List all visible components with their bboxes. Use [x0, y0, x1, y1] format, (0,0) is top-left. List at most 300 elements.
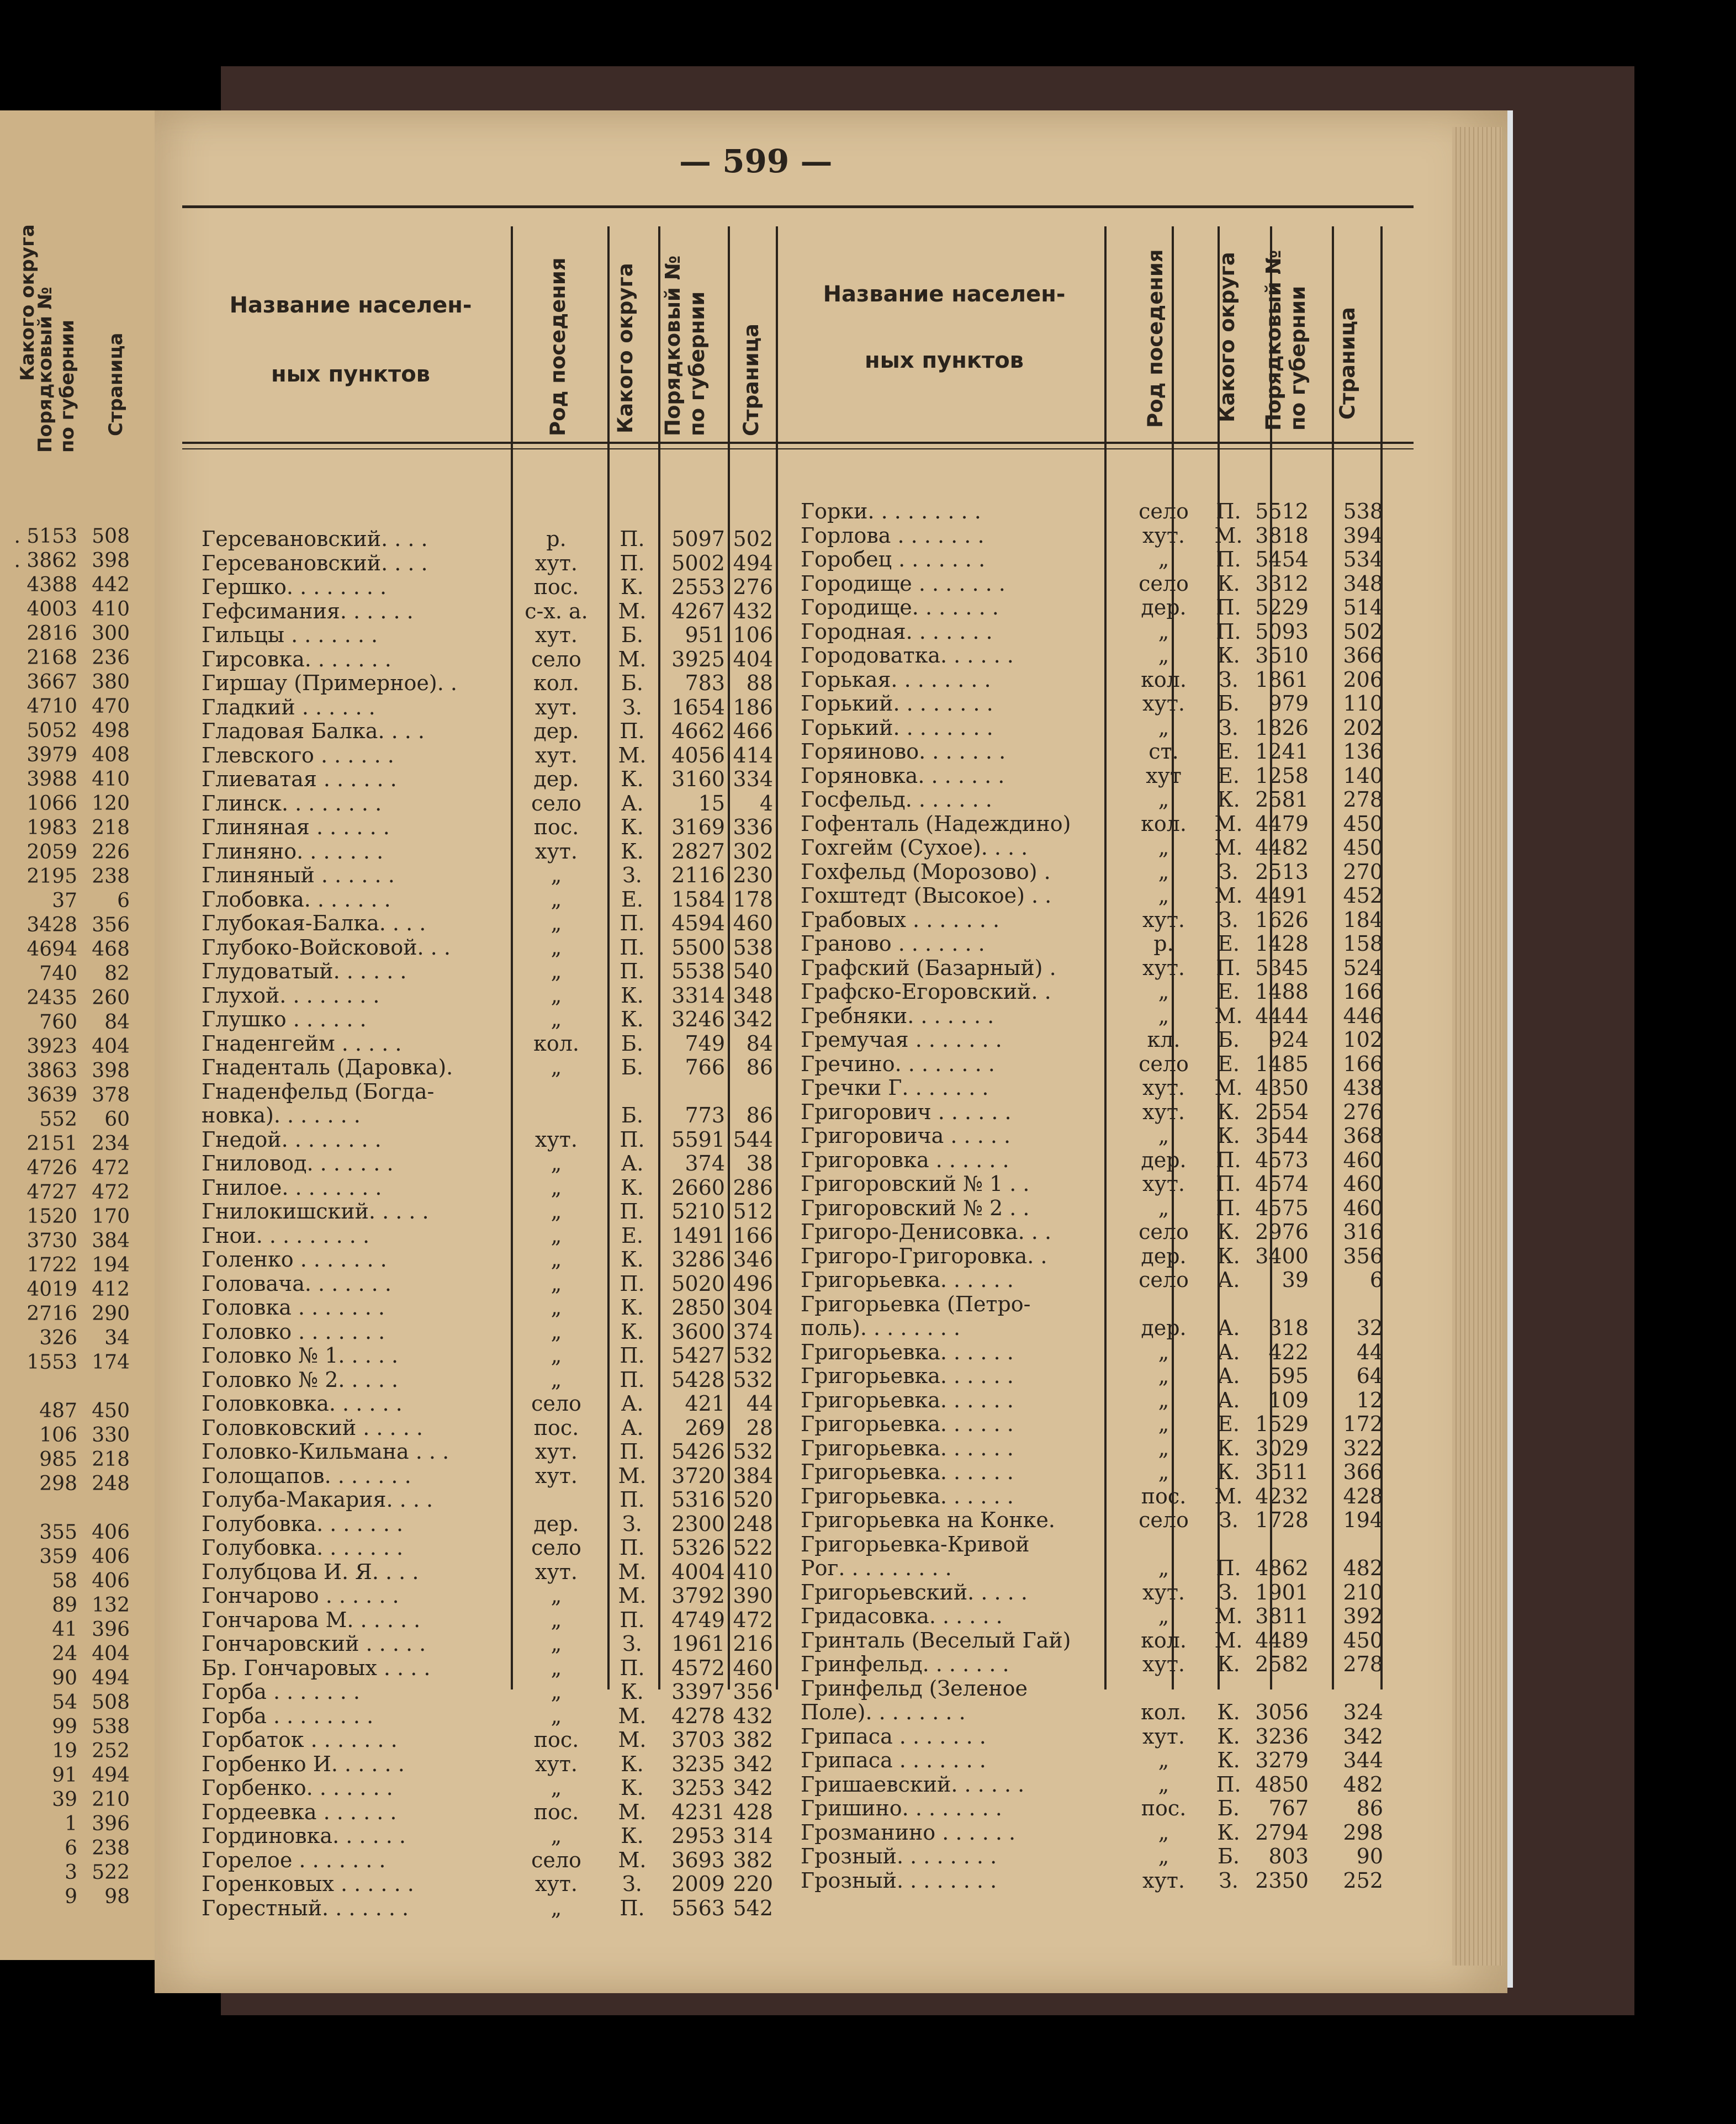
page-ref: 410: [733, 1559, 773, 1584]
left-fragment-number: 1066: [27, 792, 77, 815]
place-name: Глудоватый. . . . . .: [202, 960, 407, 983]
serial-number: 5500: [671, 935, 725, 960]
table-row: [202, 1872, 776, 1896]
place-name: Григорьевка. . . . . .: [801, 1340, 1014, 1364]
okrug: П.: [620, 1655, 645, 1680]
table-header-rule-2: [182, 448, 1414, 449]
okrug: Б.: [1217, 691, 1240, 716]
table-row: [202, 1536, 776, 1560]
table-row: [801, 1100, 1386, 1124]
serial-number: 3544: [1255, 1124, 1309, 1148]
table-row: [801, 716, 1386, 740]
table-row: [801, 548, 1386, 571]
okrug: П.: [620, 719, 645, 743]
left-fragment-number: 4710: [27, 695, 77, 718]
left-fragment-number: 3979: [27, 744, 77, 766]
settlement-type: хут.: [1142, 523, 1185, 548]
place-name: Горький. . . . . . . .: [801, 692, 993, 716]
serial-number: 1654: [671, 695, 725, 719]
settlement-type: р.: [546, 527, 567, 551]
table-row: [801, 1148, 1386, 1172]
left-fragment-number: 298: [39, 1473, 77, 1495]
left-fragment-page: 396: [92, 1813, 130, 1835]
page-ref: 466: [733, 719, 773, 743]
okrug: К.: [621, 983, 644, 1008]
serial-number: 4489: [1255, 1628, 1309, 1652]
serial-number: 3510: [1255, 643, 1309, 668]
right-name-header-2: ных пунктов: [864, 348, 1024, 373]
serial-number: 4862: [1255, 1556, 1309, 1580]
okrug: М.: [1214, 1076, 1243, 1100]
settlement-type: ст.: [1148, 739, 1179, 764]
serial-number: 3056: [1255, 1700, 1309, 1724]
page-ref: 158: [1343, 931, 1383, 956]
place-name: Графско-Егоровский. .: [801, 980, 1051, 1004]
left-fragment-page: 412: [92, 1278, 130, 1301]
settlement-type: кл.: [1147, 1027, 1181, 1052]
table-row: [202, 1224, 776, 1248]
serial-number: 3286: [671, 1247, 725, 1272]
table-row: [801, 1028, 1386, 1052]
okrug: А.: [621, 1151, 644, 1175]
okrug: П.: [1216, 1556, 1241, 1580]
okrug: К.: [621, 815, 644, 839]
table-row: [202, 960, 776, 983]
table-row: [202, 1440, 776, 1464]
okrug: М.: [618, 1847, 647, 1872]
okrug: Б.: [1217, 1844, 1240, 1868]
page-ref: 4: [759, 791, 773, 815]
place-name: Гохгейм (Сухое). . . .: [801, 836, 1028, 860]
place-name: Глубокая-Балка. . . .: [202, 912, 426, 935]
page-ref: 538: [733, 935, 773, 960]
page-ref: 322: [1343, 1436, 1383, 1460]
okrug: П.: [620, 911, 645, 935]
table-row: [202, 1464, 776, 1488]
place-name: Гохштедт (Высокое) . .: [801, 884, 1052, 908]
okrug: Б.: [1217, 1027, 1240, 1052]
settlement-type: „: [1158, 1748, 1169, 1772]
table-row: [202, 1368, 776, 1392]
serial-number: 1626: [1255, 907, 1309, 932]
left-fragment-page: 538: [92, 1715, 130, 1738]
left-okrug-header: Какого округа: [613, 263, 637, 433]
serial-number: 803: [1268, 1844, 1309, 1868]
settlement-type: „: [551, 1367, 562, 1392]
table-row: [801, 1677, 1386, 1701]
page-ref: 84: [746, 1031, 773, 1056]
left-fragment-page: 494: [92, 1667, 130, 1689]
serial-number: 2953: [671, 1824, 725, 1848]
right-num-header-1: Порядковый №: [1262, 250, 1285, 431]
place-name: Горобец . . . . . . .: [801, 548, 986, 571]
place-name: Глиняно. . . . . . .: [202, 839, 384, 864]
page-ref: 494: [733, 550, 773, 575]
place-name: Головко-Кильмана . . .: [202, 1440, 449, 1464]
settlement-type: хут.: [1142, 1652, 1185, 1676]
table-row: [801, 1076, 1386, 1100]
table-row: [801, 1604, 1386, 1628]
settlement-type: хут.: [535, 623, 578, 647]
left-num-header-1: Порядковый №: [661, 255, 685, 436]
page-ref: 502: [733, 527, 773, 551]
page-ref: 348: [733, 983, 773, 1008]
okrug: М.: [618, 1463, 647, 1488]
table-row: [801, 620, 1386, 644]
left-fragment-number: 3428: [27, 914, 77, 936]
okrug: Б.: [1217, 1796, 1240, 1820]
left-fragment-number: 41: [52, 1618, 77, 1641]
left-fragment-number: 2168: [27, 647, 77, 669]
place-name: Горбенко И. . . . . .: [202, 1752, 405, 1776]
table-row: [202, 1824, 776, 1848]
table-row: [202, 792, 776, 815]
serial-number: 3818: [1255, 523, 1309, 548]
left-fragment-page: 470: [92, 695, 130, 718]
place-name: Глиняный . . . . . .: [202, 864, 395, 887]
okrug: П.: [1216, 547, 1241, 571]
place-name: Горбаток . . . . . . .: [202, 1728, 398, 1752]
left-name-header-2: ных пунктов: [271, 362, 430, 387]
settlement-type: „: [551, 1055, 562, 1079]
left-fragment-page: 84: [104, 1011, 130, 1034]
table-row: [202, 1680, 776, 1704]
left-fragment-page: 398: [92, 549, 130, 572]
serial-number: 4267: [671, 598, 725, 623]
settlement-type: хут.: [535, 550, 578, 575]
okrug: К.: [621, 1175, 644, 1200]
okrug: П.: [620, 1439, 645, 1464]
settlement-type: „: [1158, 883, 1169, 908]
okrug: М.: [1214, 1003, 1243, 1028]
serial-number: 421: [685, 1391, 725, 1416]
left-fragment-number: 2195: [27, 865, 77, 888]
left-fragment-number: 355: [39, 1521, 77, 1544]
settlement-type: „: [1158, 1124, 1169, 1148]
okrug: М.: [618, 598, 647, 623]
page-ref: 542: [733, 1895, 773, 1920]
serial-number: 3235: [671, 1751, 725, 1776]
right-kind-header: Род поседения: [1144, 249, 1167, 428]
settlement-type: „: [551, 1703, 562, 1728]
serial-number: 3511: [1255, 1460, 1309, 1484]
page-ref: 12: [1356, 1387, 1383, 1412]
settlement-type: „: [551, 1583, 562, 1608]
left-fragment-page: 396: [92, 1618, 130, 1641]
place-name: Горькая. . . . . . . .: [801, 668, 991, 692]
serial-number: 269: [685, 1415, 725, 1440]
table-row: [801, 1485, 1386, 1508]
okrug: К.: [621, 575, 644, 599]
settlement-type: „: [551, 1655, 562, 1680]
serial-number: 5020: [671, 1271, 725, 1296]
settlement-type: дер.: [533, 719, 579, 743]
left-fragment-page: 132: [92, 1594, 130, 1617]
place-name: Григоровский № 1 . .: [801, 1172, 1030, 1196]
page-ref: 404: [733, 647, 773, 671]
settlement-type: хут.: [535, 1559, 578, 1584]
settlement-type: хут.: [1142, 955, 1185, 980]
page-ref: 314: [733, 1824, 773, 1848]
settlement-type: „: [551, 1223, 562, 1248]
left-fragment-page: 218: [92, 817, 130, 839]
settlement-type: „: [551, 1247, 562, 1272]
place-name: Горба . . . . . . .: [202, 1680, 361, 1704]
place-name: Григоровича . . . . .: [801, 1124, 1011, 1148]
table-row: [202, 1656, 776, 1680]
table-row: [801, 1533, 1386, 1556]
settlement-type: село: [531, 1535, 581, 1560]
place-name: Глинск. . . . . . . .: [202, 791, 382, 815]
place-name: Грозный. . . . . . . .: [801, 1845, 997, 1868]
table-row: [202, 1104, 776, 1127]
table-row: [801, 788, 1386, 812]
serial-number: 4594: [671, 911, 725, 935]
okrug: П.: [620, 1367, 645, 1392]
table-row: [202, 1176, 776, 1200]
left-fragment-number: 3639: [27, 1084, 77, 1106]
page-ref: 342: [733, 1751, 773, 1776]
serial-number: 3792: [671, 1583, 725, 1608]
page-ref: 348: [1343, 571, 1383, 596]
serial-number: 2116: [671, 863, 725, 887]
table-row: [202, 1512, 776, 1536]
place-name: Головко № 1. . . . .: [202, 1344, 399, 1368]
okrug: П.: [620, 1127, 645, 1152]
place-name: Глухой. . . . . . . .: [202, 983, 380, 1008]
page-ref: 460: [1343, 1172, 1383, 1196]
okrug: К.: [621, 1007, 644, 1031]
serial-number: 5538: [671, 959, 725, 983]
page-ref: 106: [733, 623, 773, 647]
place-name: Гнилокишский. . . . .: [202, 1200, 429, 1223]
table-row: [801, 1629, 1386, 1652]
page-ref: 538: [1343, 499, 1383, 523]
settlement-type: хут.: [1142, 1172, 1185, 1196]
table-row: [801, 1773, 1386, 1797]
left-fragment-page: 472: [92, 1157, 130, 1179]
settlement-type: хут.: [1142, 1076, 1185, 1100]
left-fragment-number: 106: [39, 1424, 77, 1447]
serial-number: 422: [1268, 1339, 1309, 1364]
left-fragment-number: 90: [52, 1667, 77, 1689]
left-fragment-number: 5052: [27, 719, 77, 742]
table-row: [202, 1560, 776, 1584]
settlement-type: кол.: [1141, 1628, 1187, 1652]
okrug: К.: [1217, 1700, 1240, 1724]
left-header-num-2: по губернии: [56, 320, 78, 453]
table-row: [202, 1080, 776, 1104]
place-name: новка). . . . . . .: [202, 1104, 361, 1127]
table-row: [202, 719, 776, 743]
page-ref: 496: [733, 1271, 773, 1296]
settlement-type: село: [1139, 571, 1189, 596]
left-fragment-page: 408: [92, 744, 130, 766]
page-edges: [1452, 127, 1502, 1966]
okrug: З.: [622, 1872, 642, 1896]
right-page-header: Страница: [1336, 307, 1359, 420]
settlement-type: „: [1158, 1339, 1169, 1364]
serial-number: 4479: [1255, 811, 1309, 836]
serial-number: 4278: [671, 1703, 725, 1728]
page-ref: 514: [1343, 595, 1383, 619]
settlement-type: „: [1158, 1772, 1169, 1797]
place-name: Глевского . . . . . .: [202, 743, 394, 767]
table-row: [202, 1320, 776, 1344]
place-name: Гнаденталь (Даровка).: [202, 1056, 453, 1079]
page-ref: 414: [733, 743, 773, 767]
left-fragment-number: 3988: [27, 768, 77, 791]
serial-number: 2827: [671, 839, 725, 864]
settlement-type: кол.: [1141, 811, 1187, 836]
page-ref: 206: [1343, 667, 1383, 692]
place-name: Голощапов. . . . . . .: [202, 1464, 411, 1488]
serial-number: 783: [685, 671, 725, 695]
page-ref: 278: [1343, 787, 1383, 812]
place-name: Григоро-Григоровка. .: [801, 1244, 1047, 1268]
left-fragment-number: 3730: [27, 1230, 77, 1252]
serial-number: 4232: [1255, 1484, 1309, 1508]
left-fragment-number: 985: [39, 1448, 77, 1471]
table-row: [801, 596, 1386, 619]
table-row: [801, 740, 1386, 764]
page-ref: 276: [1343, 1099, 1383, 1124]
page-ref: 532: [733, 1367, 773, 1392]
page-ref: 432: [733, 598, 773, 623]
serial-number: 766: [685, 1055, 725, 1079]
table-top-rule: [182, 205, 1414, 208]
page-ref: 194: [1343, 1508, 1383, 1532]
place-name: Горлова . . . . . . .: [801, 523, 985, 548]
place-name: Головача. . . . . . .: [202, 1272, 391, 1296]
serial-number: 4574: [1255, 1172, 1309, 1196]
left-num-header-2: по губернии: [685, 291, 709, 436]
place-name: Грозный. . . . . . . .: [801, 1868, 997, 1893]
place-name: Гордеевка . . . . . .: [202, 1800, 397, 1824]
page-ref: 298: [1343, 1820, 1383, 1845]
left-fragment-page: 450: [92, 1400, 130, 1422]
table-row: [202, 1704, 776, 1728]
okrug: З.: [622, 863, 642, 887]
settlement-type: хут.: [535, 1127, 578, 1152]
place-name: Граново . . . . . . .: [801, 932, 985, 956]
okrug: М.: [1214, 1628, 1243, 1652]
page-ref: 428: [1343, 1484, 1383, 1508]
page-ref: 512: [733, 1199, 773, 1223]
settlement-type: „: [1158, 1436, 1169, 1460]
table-row: [202, 767, 776, 791]
settlement-type: „: [1158, 1604, 1169, 1628]
okrug: П.: [1216, 1172, 1241, 1196]
serial-number: 5229: [1255, 595, 1309, 619]
serial-number: 595: [1268, 1364, 1309, 1388]
left-fragment-number: 4003: [27, 598, 77, 621]
settlement-type: хут.: [535, 1439, 578, 1464]
page-ref: 324: [1343, 1700, 1383, 1724]
page-ref: 522: [733, 1535, 773, 1560]
serial-number: 3169: [671, 815, 725, 839]
left-fragment-number: 2716: [27, 1302, 77, 1325]
page-ref: 392: [1343, 1604, 1383, 1628]
serial-number: 773: [685, 1103, 725, 1127]
table-row: [801, 1244, 1386, 1268]
table-row: [801, 1341, 1386, 1364]
page-ref: 342: [733, 1007, 773, 1031]
serial-number: 4231: [671, 1799, 725, 1824]
okrug: Б.: [621, 1031, 643, 1056]
table-row: [202, 648, 776, 671]
table-row: [801, 764, 1386, 788]
okrug: З.: [1219, 907, 1239, 932]
place-name: Горки. . . . . . . . .: [801, 500, 981, 523]
settlement-type: „: [1158, 1364, 1169, 1388]
okrug: П.: [1216, 499, 1241, 523]
serial-number: 1241: [1255, 739, 1309, 764]
settlement-type: „: [1158, 1195, 1169, 1220]
place-name: Григоровский № 2 . .: [801, 1196, 1030, 1220]
settlement-type: кол.: [1141, 667, 1187, 692]
table-row: [202, 1152, 776, 1175]
left-fragment-page: 226: [92, 841, 130, 864]
place-name: Рог. . . . . . . . .: [801, 1556, 952, 1580]
page-ref: 210: [1343, 1580, 1383, 1604]
okrug: А.: [621, 1415, 644, 1440]
okrug: Е.: [1218, 763, 1240, 788]
left-fragment-page: 120: [92, 792, 130, 815]
okrug: П.: [620, 1895, 645, 1920]
table-row: [801, 956, 1386, 980]
page-ref: 356: [733, 1680, 773, 1704]
left-fragment-number: 4727: [27, 1181, 77, 1204]
table-row: [801, 1364, 1386, 1388]
page-ref: 438: [1343, 1076, 1383, 1100]
left-fragment-number: 1553: [27, 1351, 77, 1374]
page-ref: 248: [733, 1511, 773, 1536]
page-ref: 86: [746, 1055, 773, 1079]
place-name: Гефсимания. . . . . .: [202, 599, 414, 623]
serial-number: 2513: [1255, 859, 1309, 884]
okrug: М.: [1214, 523, 1243, 548]
table-row: [801, 1556, 1386, 1580]
settlement-type: „: [551, 1199, 562, 1223]
settlement-type: „: [551, 863, 562, 887]
page-ref: 450: [1343, 1628, 1383, 1652]
page-ref: 216: [733, 1632, 773, 1656]
settlement-type: „: [551, 1607, 562, 1632]
left-fragment-number: 24: [52, 1643, 77, 1665]
table-row: [202, 671, 776, 695]
table-row: [202, 623, 776, 647]
place-name: Гординовка. . . . . .: [202, 1824, 406, 1848]
settlement-type: „: [1158, 619, 1169, 644]
left-fragment-page: 290: [92, 1302, 130, 1325]
left-fragment-number: . 5153: [14, 525, 77, 548]
settlement-type: „: [1158, 787, 1169, 812]
place-name: Григорьевка. . . . . .: [801, 1268, 1014, 1292]
page-ref: 390: [733, 1583, 773, 1608]
place-name: поль). . . . . . . .: [801, 1316, 961, 1340]
page-ref: 184: [1343, 907, 1383, 932]
okrug: М.: [618, 647, 647, 671]
okrug: К.: [1217, 1652, 1240, 1676]
table-row: [202, 1848, 776, 1872]
page-ref: 524: [1343, 955, 1383, 980]
settlement-type: „: [551, 1271, 562, 1296]
okrug: К.: [1217, 1820, 1240, 1845]
place-name: Гончаровский . . . . .: [202, 1632, 426, 1656]
serial-number: 3811: [1255, 1604, 1309, 1628]
left-fragment-page: 442: [92, 574, 130, 596]
